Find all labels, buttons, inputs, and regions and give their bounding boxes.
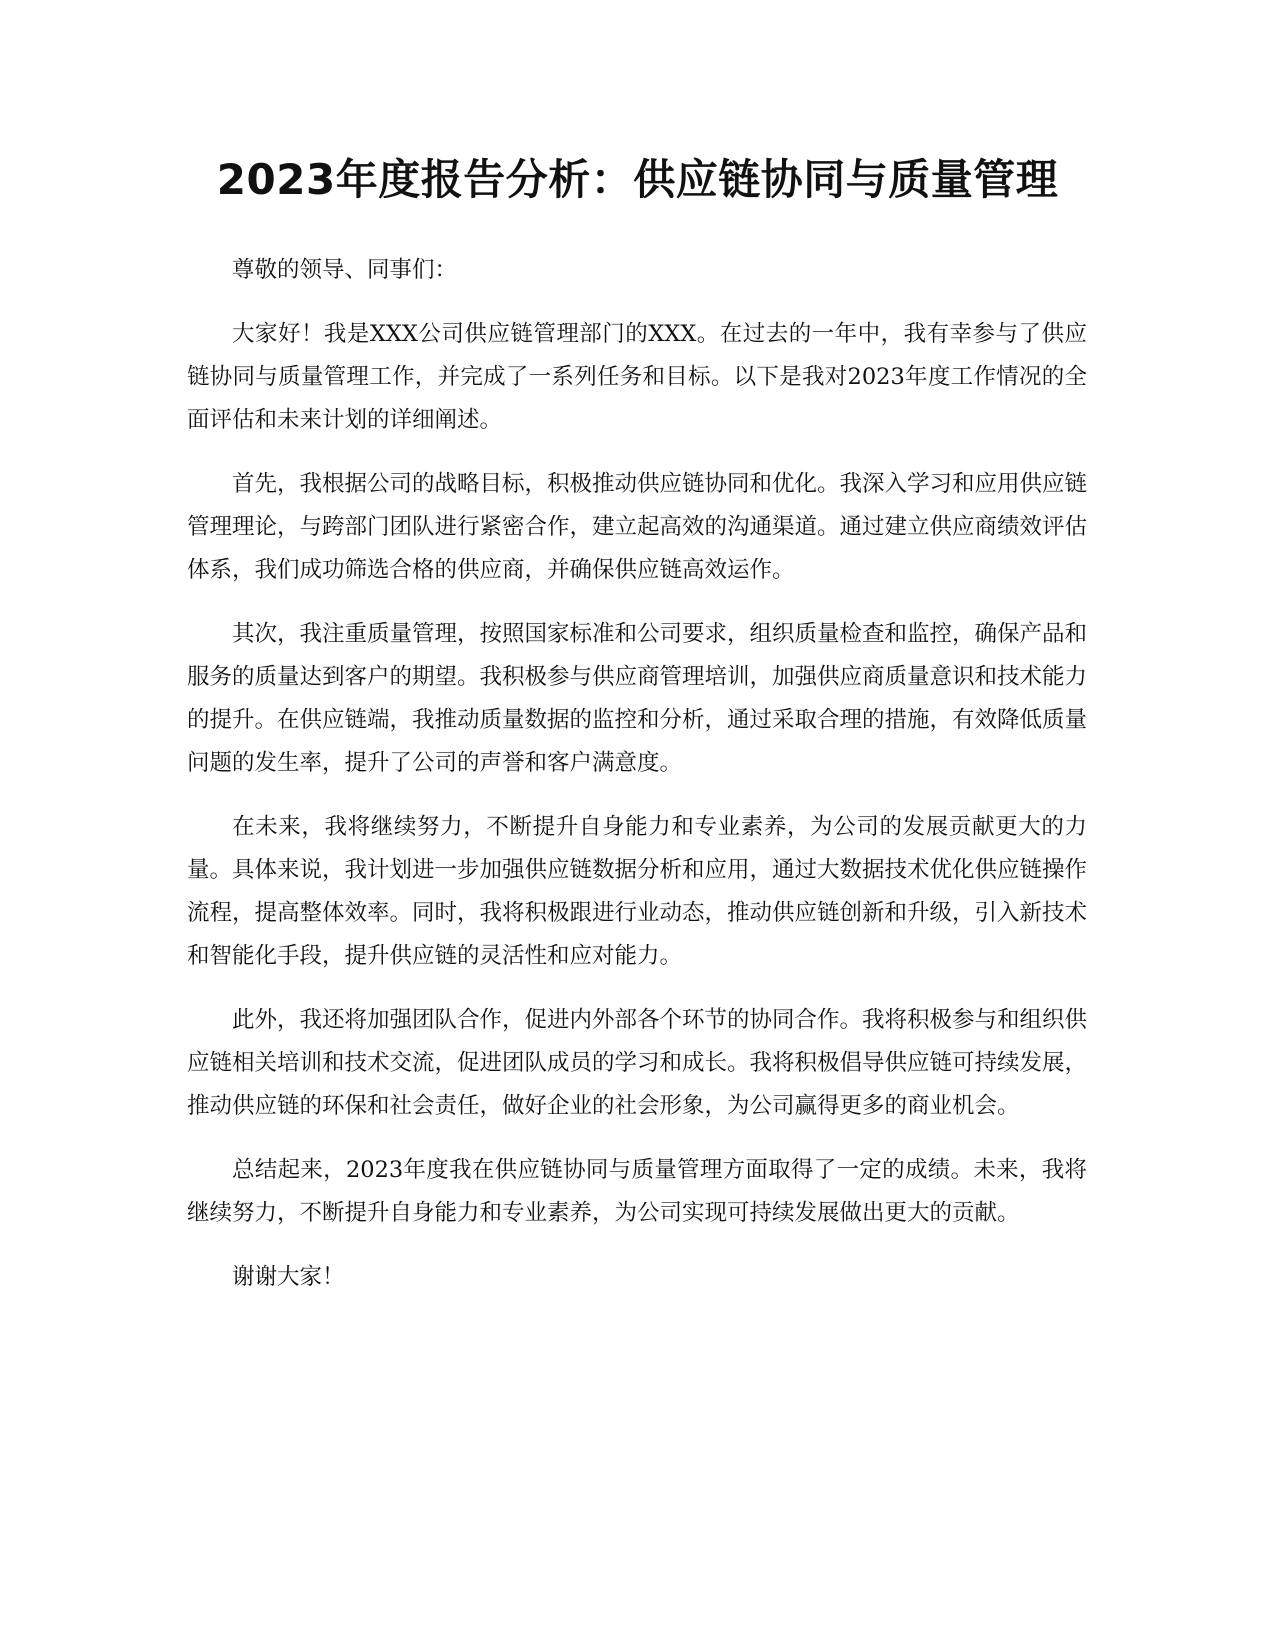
body-paragraph: 在未来，我将继续努力，不断提升自身能力和专业素养，为公司的发展贡献更大的力量。具体来说，我计划进一步加强供应链数据分析和应用，通过大数据技术优化供应链操作流程，提高整体效率。同时，我将积极跟进行业动态，推动供应链创新和升级，引入新技术和智能化手段，提升供应链的灵活性和应对能力。 bbox=[187, 814, 1088, 969]
salutation: 尊敬的领导、同事们： bbox=[232, 257, 458, 283]
closing-line: 谢谢大家！ bbox=[232, 1264, 345, 1290]
body-paragraph: 首先，我根据公司的战略目标，积极推动供应链协同和优化。我深入学习和应用供应链管理理论，与跨部门团队进行紧密合作，建立起高效的沟通渠道。通过建立供应商绩效评估体系，我们成功筛选合格的供应商，并确保供应链高效运作。 bbox=[187, 471, 1088, 583]
body-paragraph: 总结起来，2023年度我在供应链协同与质量管理方面取得了一定的成绩。未来，我将继续努力，不断提升自身能力和专业素养，为公司实现可持续发展做出更大的贡献。 bbox=[187, 1157, 1087, 1226]
body-paragraph: 其次，我注重质量管理，按照国家标准和公司要求，组织质量检查和监控，确保产品和服务的质量达到客户的期望。我积极参与供应商管理培训，加强供应商质量意识和技术能力的提升。在供应链端，我推动质量数据的监控和分析，通过采取合理的措施，有效降低质量问题的发生率，提升了公司的声誉和客户满意度。 bbox=[187, 621, 1088, 776]
body-paragraph: 大家好！我是XXX公司供应链管理部门的XXX。在过去的一年中，我有幸参与了供应链协同与质量管理工作，并完成了一系列任务和目标。以下是我对2023年度工作情况的全面评估和未来计划的详细阐述。 bbox=[187, 321, 1087, 433]
document-body bbox=[187, 249, 1087, 1320]
body-paragraph: 此外，我还将加强团队合作，促进内外部各个环节的协同合作。我将积极参与和组织供应链相关培训和技术交流，促进团队成员的学习和成长。我将积极倡导供应链可持续发展，推动供应链的环保和社会责任，做好企业的社会形象，为公司赢得更多的商业机会。 bbox=[187, 1007, 1088, 1119]
document-title: 2023年度报告分析：供应链协同与质量管理 bbox=[216, 155, 1059, 204]
